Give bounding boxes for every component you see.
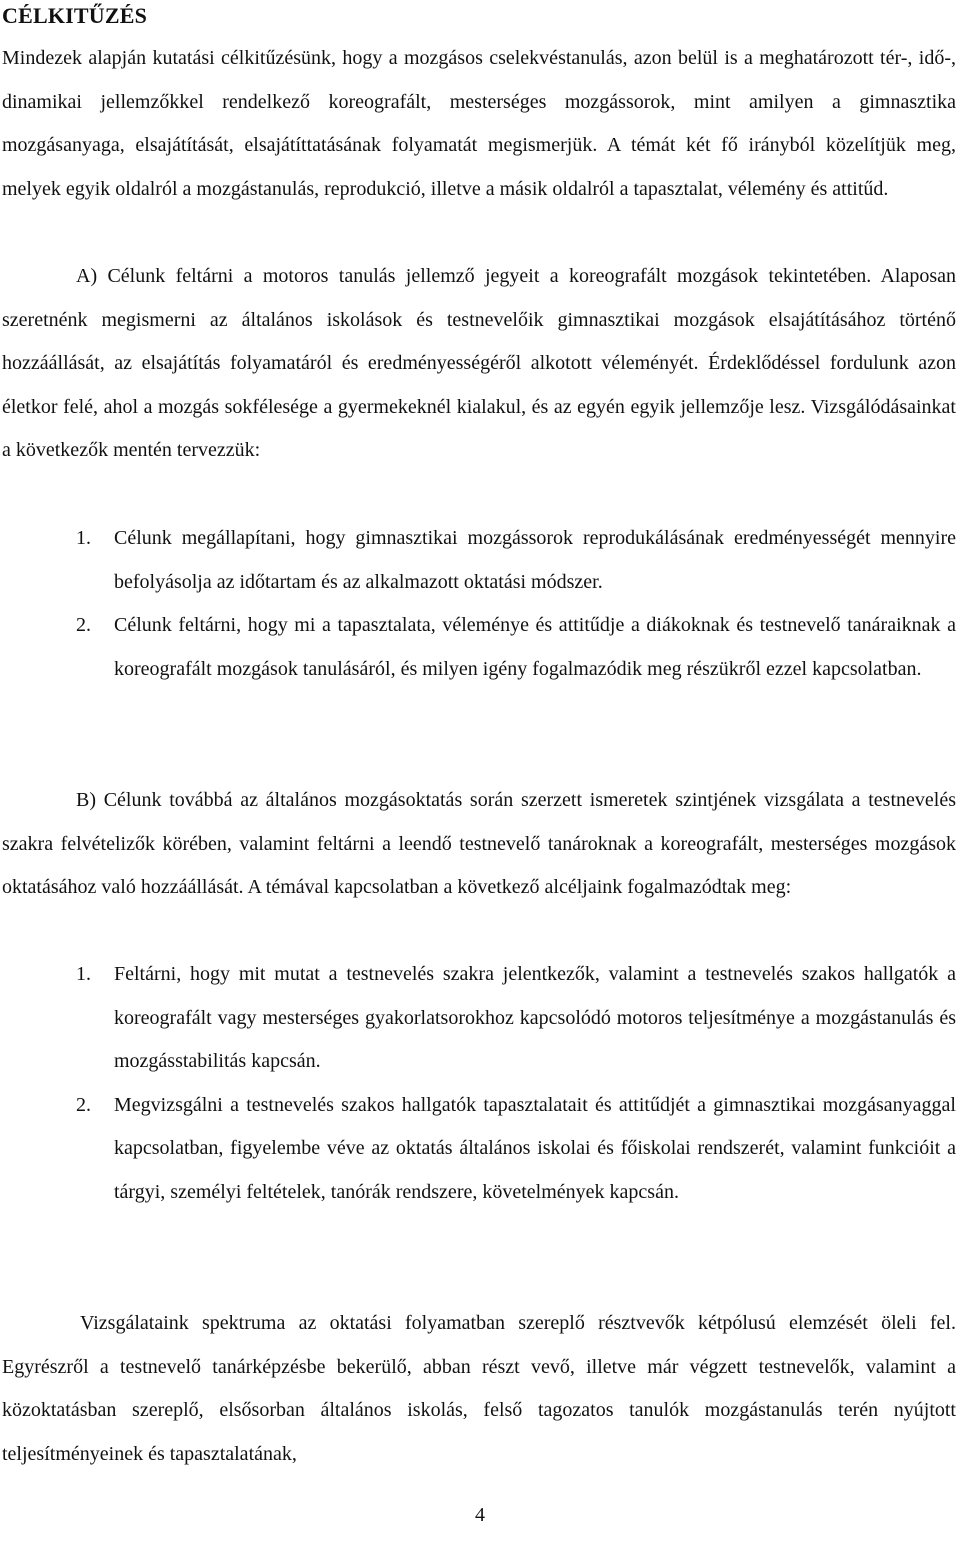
closing-paragraph: Vizsgálataink spektruma az oktatási folyamatban szereplő résztvevők kétpólusú elemzését öleli fel. Egyrészről a testnevelő tanárképzésbe bekerülő, abban részt vevő, illetve már végzett testnevelők, valamint a közoktatásban szereplő, elsősorban általános iskolás, felső tagozatos tanulók mozgástanulás terén nyújtott teljesítményeinek és tapasztalatának, (2, 1312, 956, 1465)
list-item-number: 2. (76, 1093, 91, 1116)
list-item (2, 953, 956, 1084)
list-item-text: Megvizsgálni a testnevelés szakos hallgatók tapasztalatait és attitűdjét a gimnasztikai mozgásanyaggal kapcsolatban, figyelembe véve az oktatás általános iskolai és főiskolai rendszerét, valamint funkcióit a tárgyi, személyi feltételek, tanórák rendszere, követelmények kapcsán. (114, 1093, 956, 1203)
list-item (2, 1084, 956, 1215)
page-number: 4 (475, 1504, 485, 1526)
list-item-number: 2. (76, 614, 91, 636)
intro-paragraph: Mindezek alapján kutatási célkitűzésünk, hogy a mozgásos cselekvéstanulás, azon belül is a meghatározott tér-, idő-, dinamikai jellemzőkkel rendelkező koreografált, mesterséges mozgássorok, mint amilyen a gimnasztika mozgásanyaga, elsajátítását, elsajátíttatásának folyamatát megismerjük. A témát két fő irányból közelítjük meg, melyek egyik oldalról a mozgástanulás, reprodukció, illetve a másik oldalról a tapasztalat, vélemény és attitűd. (2, 47, 956, 200)
section-b-paragraph: B) Célunk továbbá az általános mozgásoktatás során szerzett ismeretek szintjének vizsgálata a testnevelés szakra felvételizők körében, valamint feltárni a leendő testnevelő tanároknak a koreografált, mesterséges mozgások oktatásához való hozzáállását. A témával kapcsolatban a következő alcéljaink fogalmazódtak meg: (2, 789, 956, 898)
list-item-number: 1. (76, 963, 91, 985)
list-item-text: Célunk megállapítani, hogy gimnasztikai mozgássorok reprodukálásának eredményességét mennyire befolyásolja az időtartam és az alkalmazott oktatási módszer. (114, 527, 956, 593)
list-item-number: 1. (76, 527, 91, 549)
section-b-list (2, 953, 956, 1214)
section-heading: CÉLKITŰZÉS (2, 3, 148, 28)
list-item (2, 604, 956, 691)
section-a-list (2, 517, 956, 691)
list-item (2, 517, 956, 604)
list-item-text: Célunk feltárni, hogy mi a tapasztalata, véleménye és attitűdje a diákoknak és testnevelő tanáraiknak a koreografált mozgások tanulásáról, és milyen igény fogalmazódik meg részükről ezzel kapcsolatban. (114, 614, 956, 680)
list-item-text: Feltárni, hogy mit mutat a testnevelés szakra jelentkezők, valamint a testnevelés szakos hallgatók a koreografált vagy mesterséges gyakorlatsorokhoz kapcsolódó motoros teljesítménye a mozgástanulás és mozgásstabilitás kapcsán. (114, 963, 956, 1072)
section-a-paragraph: A) Célunk feltárni a motoros tanulás jellemző jegyeit a koreografált mozgások tekintetében. Alaposan szeretnénk megismerni az általános iskolások és testnevelőik gimnasztikai mozgások elsajátításához történő hozzáállását, az elsajátítás folyamatáról és eredményességéről alkotott véleményét. Érdeklődéssel fordulunk azon életkor felé, ahol a mozgás sokfélesége a gyermekeknél kialakul, és az egyén egyik jellemzője lesz. Vizsgálódásainkat a következők mentén tervezzük: (2, 265, 956, 461)
